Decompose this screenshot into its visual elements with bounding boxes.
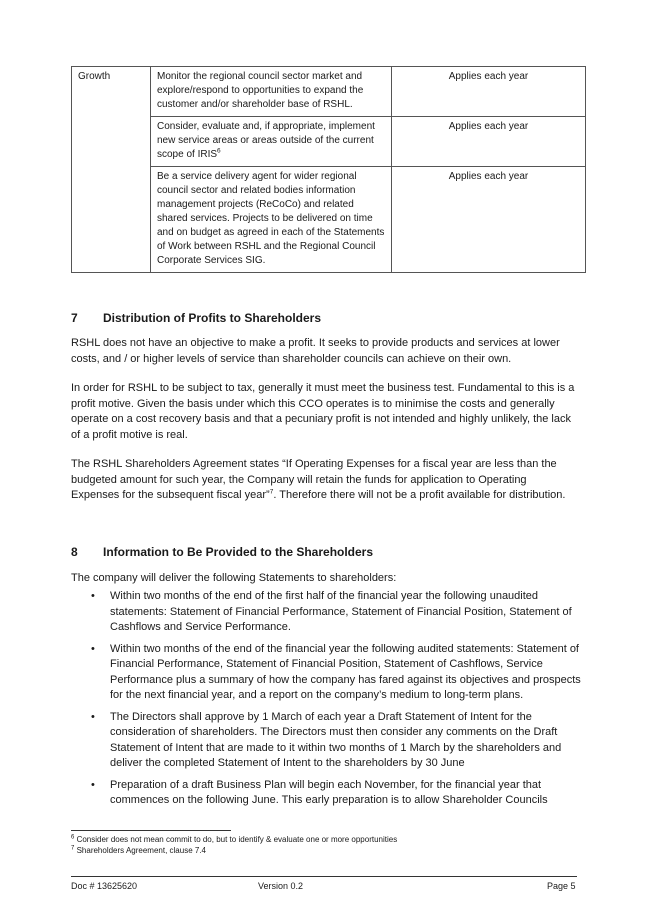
table-cell-frequency: Applies each year — [392, 117, 586, 167]
footnote: $^7$ Shareholders Agreement, clause 7.4 — [71, 845, 206, 855]
version: Version 0.2 — [258, 881, 304, 891]
section-title: Distribution of Profits to Shareholders — [103, 311, 322, 325]
paragraph: The company will deliver the following Statements to shareholders: — [71, 572, 397, 584]
bullet-icon: • — [91, 778, 95, 791]
section-number: 7 — [71, 311, 78, 325]
bullet-icon: • — [91, 642, 95, 655]
table-cell-frequency: Applies each year — [392, 167, 586, 273]
table-category-cell: Growth — [72, 67, 151, 273]
list-item: • Within two months of the end of the financial year the following audited statements: Statement of Financial Performance, Statement of Financial Position, Statement of Cashflows, Service Performance plus a summary of how the company has fared against its objectives and prospects for the next financial year, and a report on the company’s medium to long-term plans. — [91, 642, 581, 701]
statements-list — [71, 589, 581, 815]
section-7-heading — [71, 311, 321, 325]
page-number: Page 5 — [547, 881, 576, 891]
table-cell-frequency: Applies each year — [392, 67, 586, 117]
paragraph: The RSHL Shareholders Agreement states “If Operating Expenses for a fiscal year are less than the budgeted amount for such year, the Company will retain the funds for application to Operating Expenses for the subsequent fiscal year”$^7$. Therefore there will not be a profit available for distribution. — [71, 458, 566, 501]
footnote-ref: 7 — [269, 488, 274, 496]
paragraph: In order for RSHL to be subject to tax, generally it must meet the business test. Fundamental to this is a profit motive. Given the basis under which this CCO operates is to minimise the costs and generally operate on a cost recovery basis and that a pecuniary profit is not intended and highly unlikely, the lack of a profit motive is real. — [71, 382, 575, 441]
section-title: Information to Be Provided to the Shareholders — [103, 545, 374, 559]
table-cell-description: Be a service delivery agent for wider regional council sector and related bodies information management projects (ReCoCo) and related shared services. Projects to be delivered on time and on budget as agreed in each of the Statements of Work between RSHL and the Regional Council Corporate Services SIG. — [151, 167, 392, 273]
list-item: • Preparation of a draft Business Plan will begin each November, for the financial year that commences on the following June. This early preparation is to allow Shareholder Councils — [91, 778, 548, 806]
footer-divider — [71, 876, 577, 877]
section-8-heading — [71, 545, 373, 559]
footnote-divider — [71, 830, 231, 831]
footnote: $^6$ Consider does not mean commit to do, but to identify & evaluate one or more opportunities — [71, 834, 398, 844]
table-cell-description: Monitor the regional council sector market and explore/respond to opportunities to expand the customer and/or shareholder base of RSHL. — [151, 67, 392, 117]
list-item: • The Directors shall approve by 1 March of each year a Draft Statement of Intent for the consideration of shareholders. The Directors must then consider any comments on the Draft Statement of Intent that are made to it within two months of 1 March by the shareholders and deliver the completed Statement of Intent to the shareholders by 30 June — [91, 710, 562, 769]
section-number: 8 — [71, 545, 78, 559]
bullet-icon: • — [91, 590, 95, 602]
table-cell-description: Consider, evaluate and, if appropriate, implement new service areas or areas outside of the current scope of IRIS$^6$ — [151, 117, 392, 167]
list-item: • Within two months of the end of the first half of the financial year the following unaudited statements: Statement of Financial Performance, Statement of Financial Position, Statement of Cashflows and Service Performance. — [91, 590, 572, 633]
footnote-ref: 6 — [217, 147, 221, 155]
strategy-table — [71, 66, 586, 273]
table-row — [72, 67, 586, 117]
doc-number: Doc # 13625620 — [71, 881, 138, 891]
paragraph: RSHL does not have an objective to make a profit. It seeks to provide products and services at lower costs, and / or higher levels of service than shareholder councils can achieve on their own. — [71, 337, 560, 365]
bullet-icon: • — [91, 710, 95, 723]
